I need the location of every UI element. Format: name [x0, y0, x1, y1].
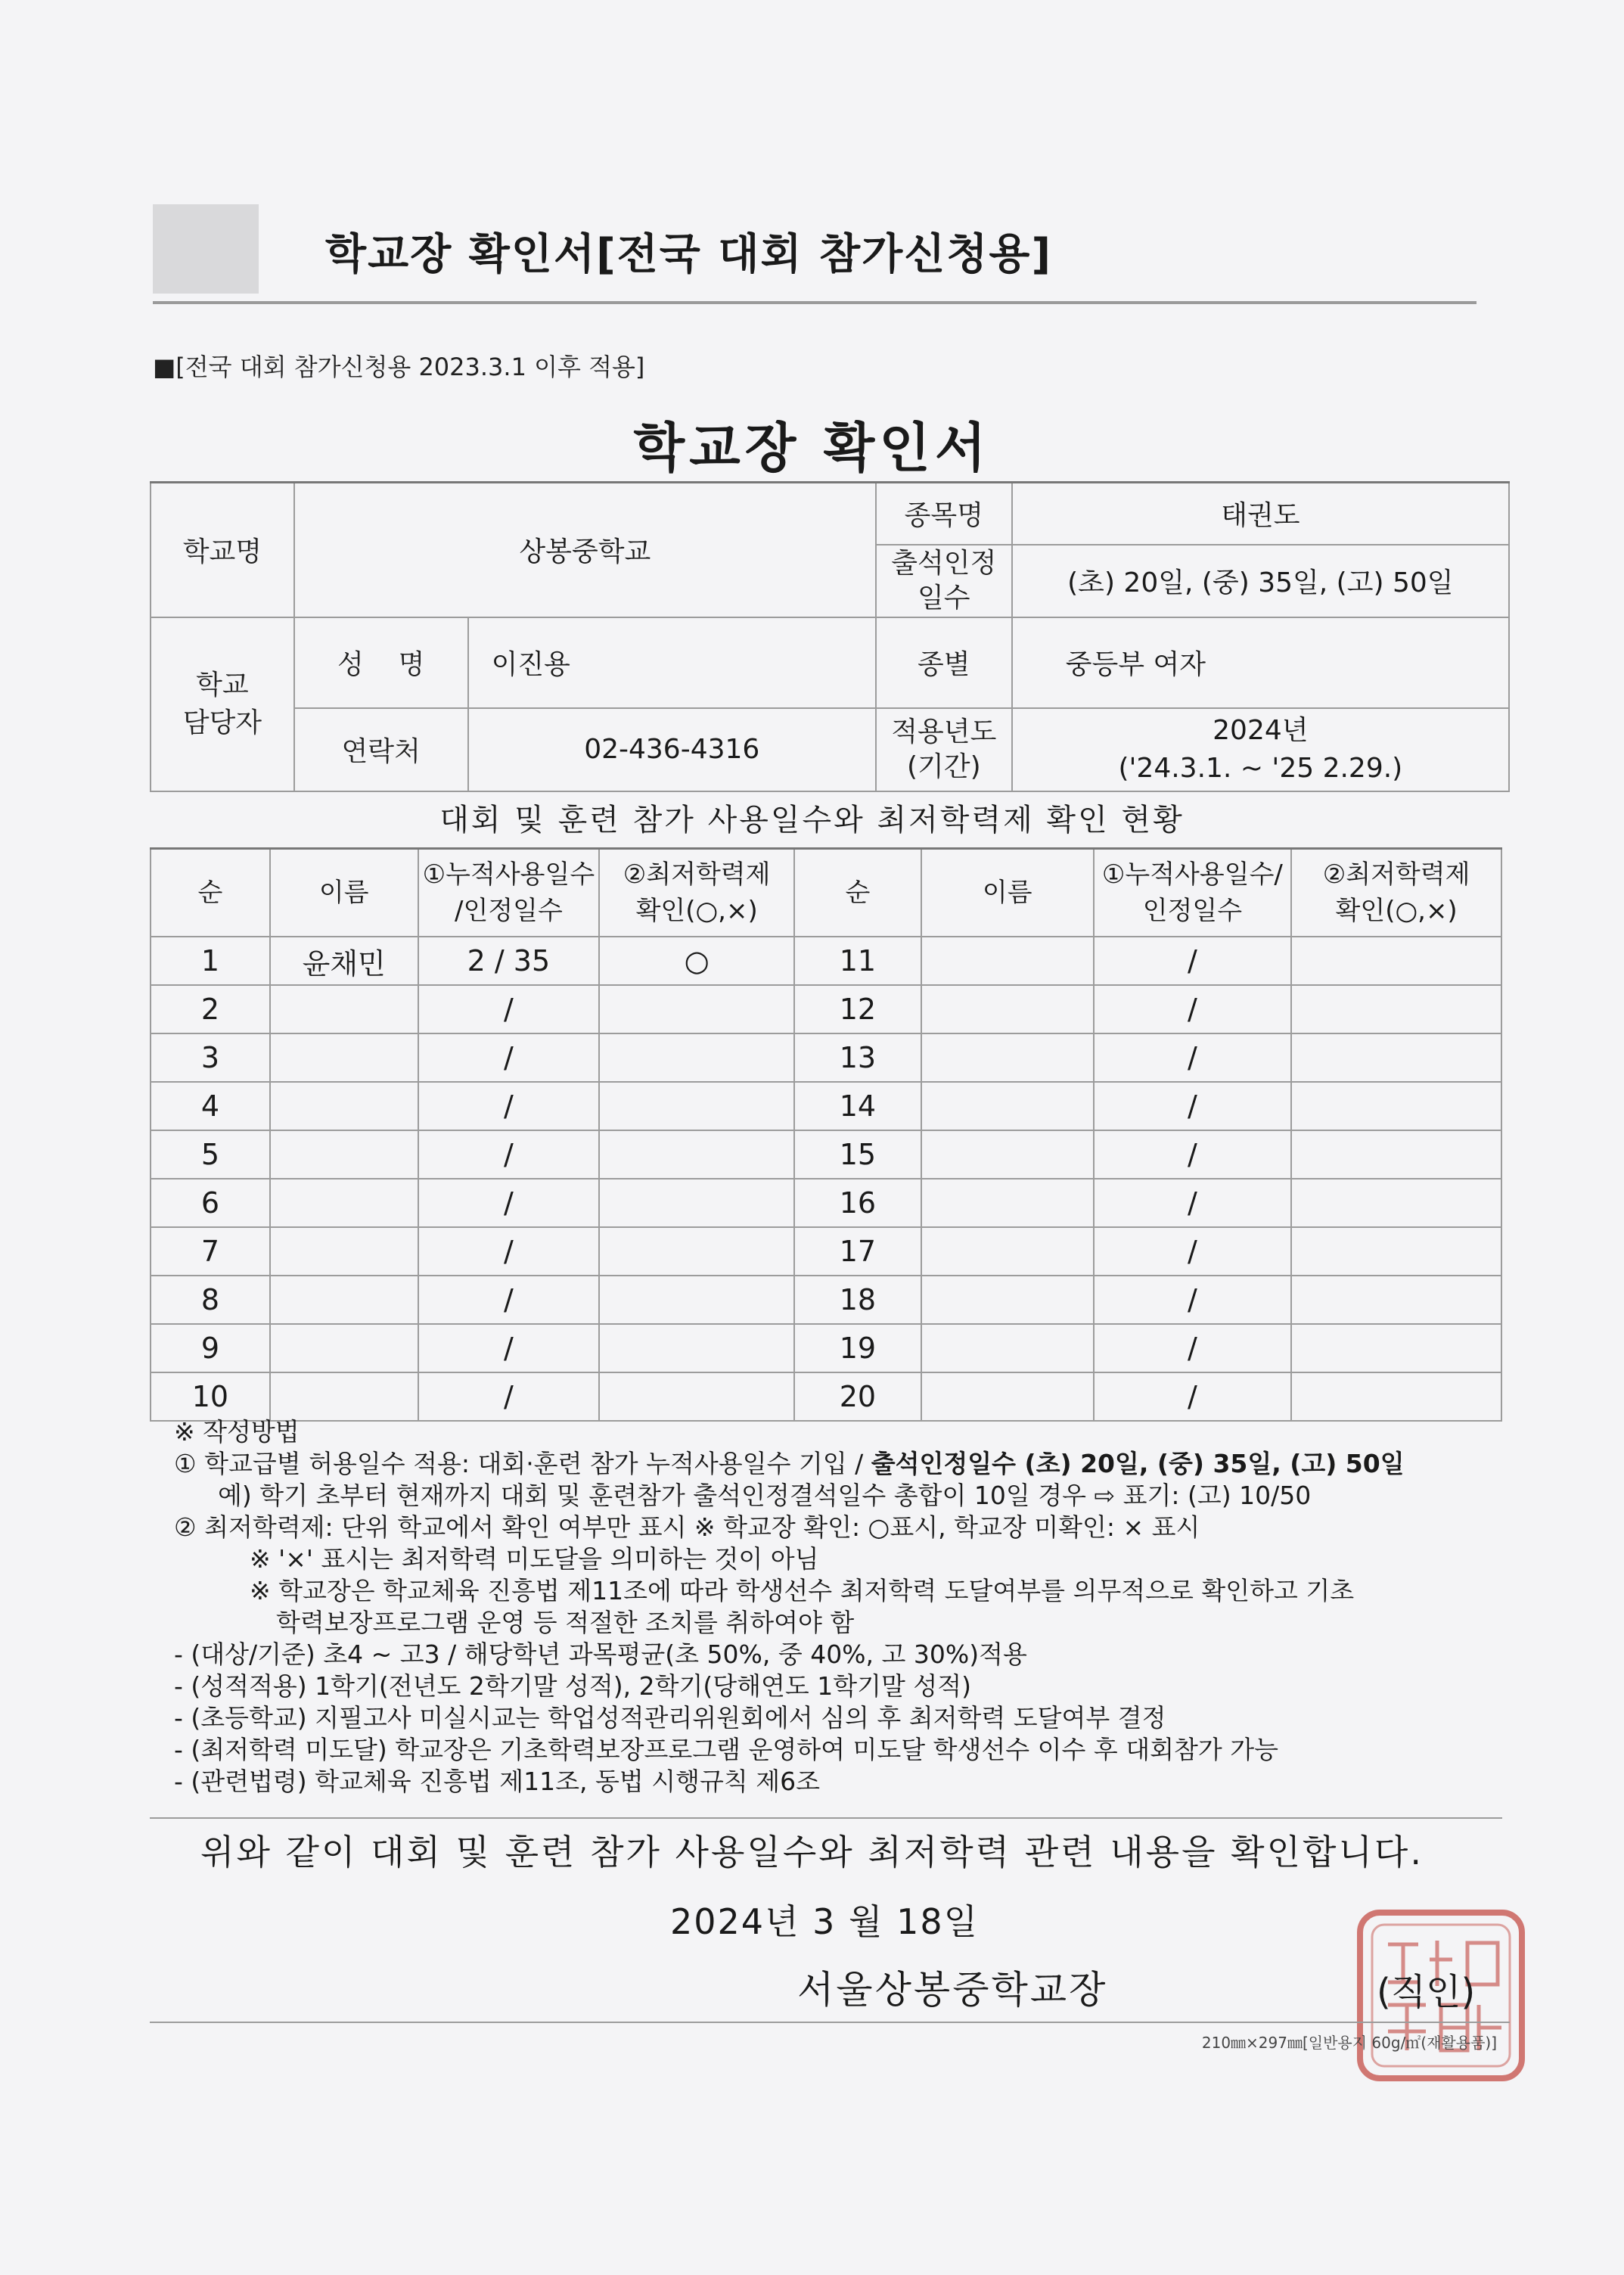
sport-value: 태권도	[1012, 483, 1509, 545]
days-cell: /	[1094, 937, 1292, 985]
table-row	[151, 1179, 1501, 1227]
days-cell: /	[1094, 1082, 1292, 1130]
note-line-1b: 출석인정일수 (초) 20일, (중) 35일, (고) 50일	[871, 1449, 1405, 1478]
name-cell	[921, 1033, 1094, 1082]
order-cell: 10	[151, 1372, 270, 1421]
order-cell: 6	[151, 1179, 270, 1227]
bottom-divider	[150, 2022, 1510, 2023]
days-cell: /	[1094, 1130, 1292, 1179]
check-cell	[599, 1179, 794, 1227]
days-cell: /	[418, 1082, 600, 1130]
contact-label: 연락처	[294, 708, 468, 791]
name-cell	[270, 1372, 418, 1421]
name-cell	[270, 1033, 418, 1082]
check-cell	[599, 1130, 794, 1179]
order-cell: 11	[794, 937, 921, 985]
header-check-2: ②최저학력제 확인(○,×)	[1291, 849, 1501, 937]
year-label: 적용년도 (기간)	[876, 708, 1012, 791]
year-value: 2024년	[1213, 714, 1309, 746]
check-cell	[599, 1033, 794, 1082]
table-row	[151, 937, 1501, 985]
order-cell: 19	[794, 1324, 921, 1372]
note-line-10: - (최저학력 미도달) 학교장은 기초학력보장프로그램 운영하여 미도달 학생선수 이수 후 대회참가 가능	[174, 1735, 1279, 1764]
order-cell: 14	[794, 1082, 921, 1130]
name-cell	[921, 1130, 1094, 1179]
header-days-2: ①누적사용일수/ 인정일수	[1094, 849, 1292, 937]
days-cell: /	[1094, 1276, 1292, 1324]
order-cell: 15	[794, 1130, 921, 1179]
check-cell	[1291, 1082, 1501, 1130]
check-cell	[1291, 1276, 1501, 1324]
order-cell: 2	[151, 985, 270, 1033]
note-line-11: - (관련법령) 학교체육 진흥법 제11조, 동법 시행규칙 제6조	[174, 1767, 820, 1796]
name-cell	[270, 1227, 418, 1276]
order-cell: 12	[794, 985, 921, 1033]
note-line-1a: ① 학교급별 허용일수 적용: 대회·훈련 참가 누적사용일수 기입 /	[174, 1449, 871, 1478]
table-row	[151, 1372, 1501, 1421]
note-line-1	[174, 1448, 1405, 1480]
check-cell	[1291, 1179, 1501, 1227]
check-cell	[1291, 937, 1501, 985]
order-cell: 7	[151, 1227, 270, 1276]
name-cell	[921, 1324, 1094, 1372]
days-cell: /	[1094, 1179, 1292, 1227]
check-cell: ○	[599, 937, 794, 985]
table-row	[151, 1130, 1501, 1179]
name-cell	[921, 937, 1094, 985]
order-cell: 1	[151, 937, 270, 985]
school-name-value: 상봉중학교	[294, 483, 876, 617]
check-cell	[1291, 1372, 1501, 1421]
participation-table-body	[151, 937, 1501, 1421]
days-cell: /	[1094, 1227, 1292, 1276]
main-title: 학교장 확인서	[633, 417, 991, 479]
days-cell: /	[418, 985, 600, 1033]
check-cell	[599, 1082, 794, 1130]
note-line-6: 학력보장프로그램 운영 등 적절한 조치를 취하여야 함	[276, 1608, 855, 1637]
check-cell	[599, 1227, 794, 1276]
name-cell	[921, 1276, 1094, 1324]
check-cell	[1291, 985, 1501, 1033]
issue-date: 2024년 3 월 18일	[670, 1901, 980, 1942]
name-cell: 윤채민	[270, 937, 418, 985]
table-row	[151, 985, 1501, 1033]
name-cell	[270, 1082, 418, 1130]
table-row	[151, 1324, 1501, 1372]
check-cell	[1291, 1324, 1501, 1372]
order-cell: 4	[151, 1082, 270, 1130]
days-cell: /	[418, 1130, 600, 1179]
check-cell	[599, 1276, 794, 1324]
note-line-9: - (초등학교) 지필고사 미실시교는 학업성적관리위원회에서 심의 후 최저학력 도달여부 결정	[174, 1703, 1166, 1733]
header-divider	[153, 301, 1477, 304]
name-cell	[921, 1082, 1094, 1130]
days-cell: /	[418, 1179, 600, 1227]
header-name-1: 이름	[270, 849, 418, 937]
school-name-label: 학교명	[151, 483, 294, 617]
note-line-4: ※ '×' 표시는 최저학력 미도달을 의미하는 것이 아님	[250, 1544, 819, 1574]
note-line-2: 예) 학기 초부터 현재까지 대회 및 훈련참가 출석인정결석일수 총합이 10일 경우 ⇨ 표기: (고) 10/50	[218, 1481, 1312, 1510]
days-cell: /	[418, 1033, 600, 1082]
name-cell	[921, 985, 1094, 1033]
days-cell: /	[1094, 985, 1292, 1033]
note-line-3: ② 최저학력제: 단위 학교에서 확인 여부만 표시 ※ 학교장 확인: ○표시, 학교장 미확인: × 표시	[174, 1512, 1200, 1542]
days-cell: /	[418, 1227, 600, 1276]
header-gray-box	[153, 204, 259, 294]
header-order-1: 순	[151, 849, 270, 937]
header-days-1: ①누적사용일수 /인정일수	[418, 849, 600, 937]
name-cell	[270, 1179, 418, 1227]
category-label: 종별	[876, 617, 1012, 708]
note-line-5: ※ 학교장은 학교체육 진흥법 제11조에 따라 학생선수 최저학력 도달여부를 의무적으로 확인하고 기초	[250, 1576, 1355, 1605]
name-cell	[921, 1179, 1094, 1227]
header-order-2: 순	[794, 849, 921, 937]
name-cell	[270, 1324, 418, 1372]
apply-note: ■[전국 대회 참가신청용 2023.3.1 이후 적용]	[153, 353, 645, 381]
seal-label: (직인)	[1377, 1971, 1476, 2013]
order-cell: 13	[794, 1033, 921, 1082]
table-row	[151, 1227, 1501, 1276]
attendance-label: 출석인정 일수	[876, 545, 1012, 617]
order-cell: 5	[151, 1130, 270, 1179]
document-header-title: 학교장 확인서[전국 대회 참가신청용]	[325, 230, 1053, 279]
manager-name-value: 이진용	[468, 617, 876, 708]
days-cell: 2 / 35	[418, 937, 600, 985]
principal-signature: 서울상봉중학교장	[797, 1968, 1108, 2012]
check-cell	[1291, 1033, 1501, 1082]
participation-table	[150, 847, 1502, 1422]
name-cell	[921, 1372, 1094, 1421]
instructions	[174, 1416, 1405, 1798]
check-cell	[599, 1324, 794, 1372]
name-cell	[270, 1130, 418, 1179]
header-check-1: ②최저학력제 확인(○,×)	[599, 849, 794, 937]
note-line-8: - (성적적용) 1학기(전년도 2학기말 성적), 2학기(당해연도 1학기말 성적)	[174, 1671, 972, 1701]
note-line-7: - (대상/기준) 초4 ~ 고3 / 해당학년 과목평균(초 50%, 중 40%, 고 30%)적용	[174, 1639, 1027, 1669]
order-cell: 20	[794, 1372, 921, 1421]
days-cell: /	[1094, 1324, 1292, 1372]
contact-value: 02-436-4316	[468, 708, 876, 791]
paper-spec: 210㎜×297㎜[일반용지 60g/㎡(재활용품)]	[1201, 2034, 1497, 2052]
table-row	[151, 1276, 1501, 1324]
manager-label: 학교 담당자	[151, 617, 294, 791]
order-cell: 18	[794, 1276, 921, 1324]
confirmation-statement: 위와 같이 대회 및 훈련 참가 사용일수와 최저학력 관련 내용을 확인합니다.	[200, 1832, 1424, 1873]
order-cell: 9	[151, 1324, 270, 1372]
category-value: 중등부 여자	[1012, 617, 1509, 708]
order-cell: 8	[151, 1276, 270, 1324]
table-row	[151, 1082, 1501, 1130]
check-cell	[599, 985, 794, 1033]
days-cell: /	[418, 1372, 600, 1421]
period-value: ('24.3.1. ~ '25 2.29.)	[1118, 752, 1403, 784]
manager-name-label: 성 명	[294, 617, 468, 708]
days-cell: /	[418, 1276, 600, 1324]
order-cell: 3	[151, 1033, 270, 1082]
year-cell	[1012, 708, 1509, 791]
name-cell	[270, 1276, 418, 1324]
name-cell	[270, 985, 418, 1033]
check-cell	[599, 1372, 794, 1421]
notes-heading: ※ 작성방법	[174, 1417, 300, 1447]
check-cell	[1291, 1227, 1501, 1276]
notes-divider	[150, 1817, 1502, 1819]
school-info-table	[150, 481, 1510, 792]
name-cell	[921, 1227, 1094, 1276]
sport-label: 종목명	[876, 483, 1012, 545]
days-cell: /	[418, 1324, 600, 1372]
table-row	[151, 1033, 1501, 1082]
order-cell: 16	[794, 1179, 921, 1227]
days-cell: /	[1094, 1372, 1292, 1421]
days-cell: /	[1094, 1033, 1292, 1082]
order-cell: 17	[794, 1227, 921, 1276]
check-cell	[1291, 1130, 1501, 1179]
header-name-2: 이름	[921, 849, 1094, 937]
list-title: 대회 및 훈련 참가 사용일수와 최저학력제 확인 현황	[439, 803, 1185, 838]
attendance-value: (초) 20일, (중) 35일, (고) 50일	[1012, 545, 1509, 617]
